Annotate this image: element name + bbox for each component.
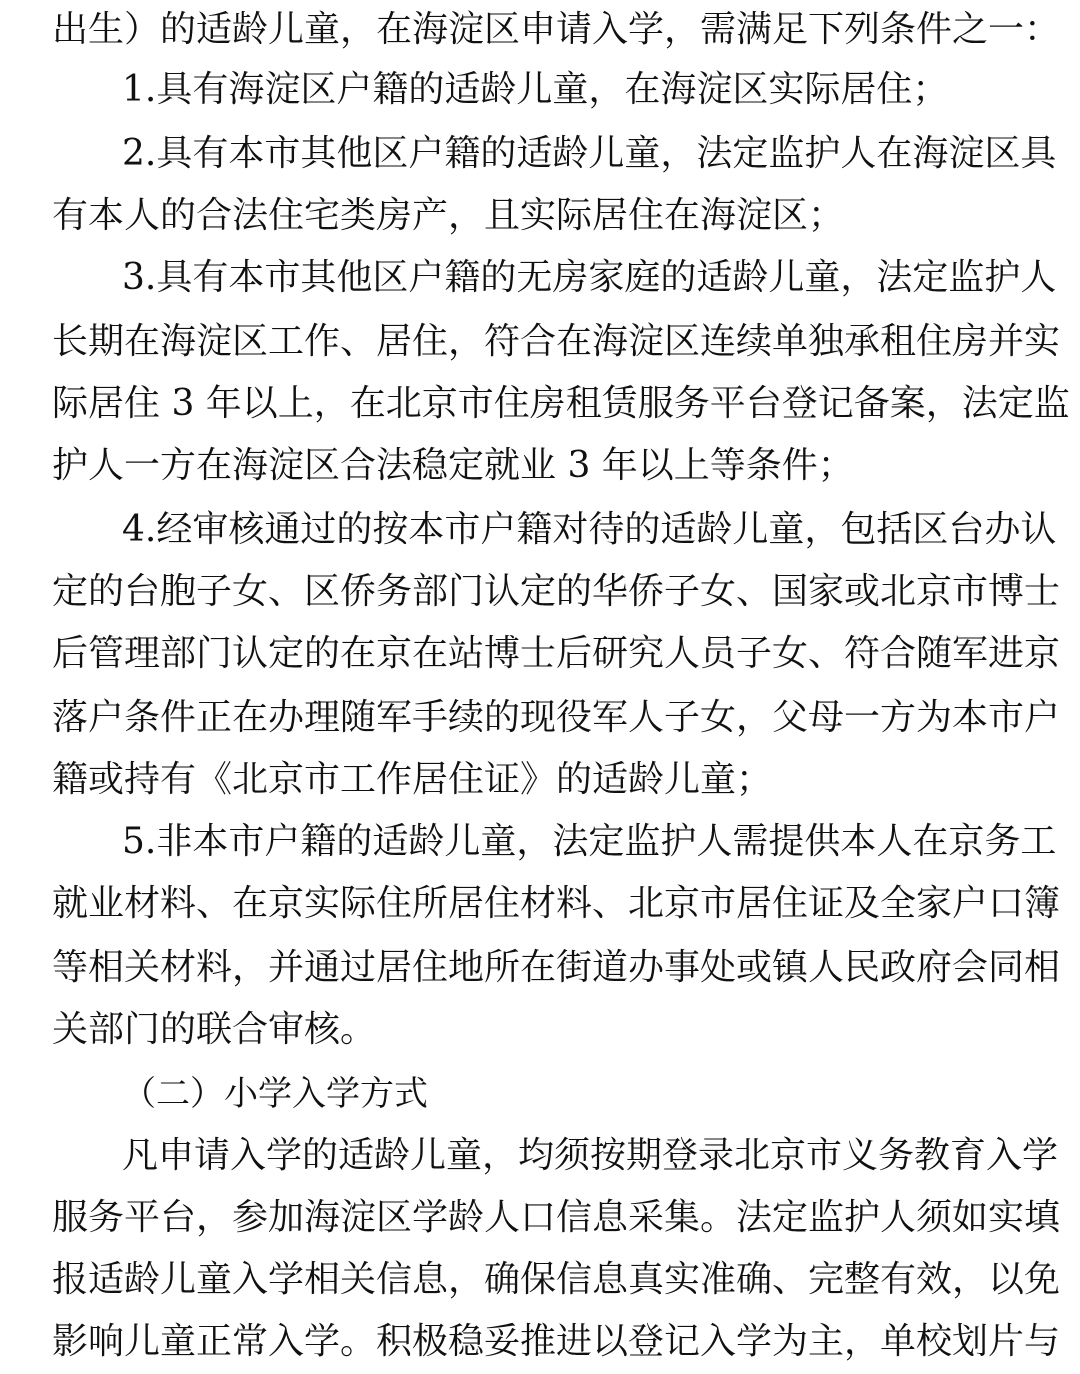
- text-line: 长期在海淀区工作、居住，符合在海淀区连续单独承租住房并实: [52, 321, 1061, 362]
- text-line: 服务平台，参加海淀区学龄人口信息采集。法定监护人须如实填: [52, 1197, 1061, 1238]
- list-item-3: 3.具有本市其他区户籍的无房家庭的适龄儿童，法定监护人: [122, 257, 1057, 298]
- text-line: 定的台胞子女、区侨务部门认定的华侨子女、国家或北京市博士: [52, 571, 1061, 612]
- text-line: 落户条件正在办理随军手续的现役军人子女，父母一方为本市户: [52, 697, 1061, 738]
- list-item-4: 4.经审核通过的按本市户籍对待的适龄儿童，包括区台办认: [122, 509, 1057, 550]
- text-line: 关部门的联合审核。: [52, 1009, 377, 1050]
- text-line: 际居住 3 年以上，在北京市住房租赁服务平台登记备案，法定监: [52, 383, 1070, 424]
- text-line: 护人一方在海淀区合法稳定就业 3 年以上等条件；: [52, 445, 854, 486]
- text-line: 就业材料、在京实际住所居住材料、北京市居住证及全家户口簿: [52, 883, 1061, 924]
- list-item-2: 2.具有本市其他区户籍的适龄儿童，法定监护人在海淀区具: [122, 133, 1057, 174]
- list-item-1: 1.具有海淀区户籍的适龄儿童，在海淀区实际居住；: [122, 69, 949, 110]
- text-line: 报适龄儿童入学相关信息，确保信息真实准确、完整有效，以免: [52, 1259, 1061, 1300]
- section-heading: （二）小学入学方式: [122, 1074, 428, 1114]
- paragraph-start: 凡申请入学的适龄儿童，均须按期登录北京市义务教育入学: [122, 1135, 1059, 1176]
- text-line: 籍或持有《北京市工作居住证》的适龄儿童；: [52, 759, 773, 800]
- text-line: 影响儿童正常入学。积极稳妥推进以登记入学为主，单校划片与: [52, 1321, 1061, 1362]
- list-item-5: 5.非本市户籍的适龄儿童，法定监护人需提供本人在京务工: [122, 821, 1057, 862]
- text-line: 出生）的适龄儿童，在海淀区申请入学，需满足下列条件之一：: [52, 9, 1061, 50]
- text-line: 有本人的合法住宅类房产，且实际居住在海淀区；: [52, 195, 845, 236]
- text-line: 后管理部门认定的在京在站博士后研究人员子女、符合随军进京: [52, 633, 1061, 674]
- text-line: 等相关材料，并通过居住地所在街道办事处或镇人民政府会同相: [52, 947, 1061, 988]
